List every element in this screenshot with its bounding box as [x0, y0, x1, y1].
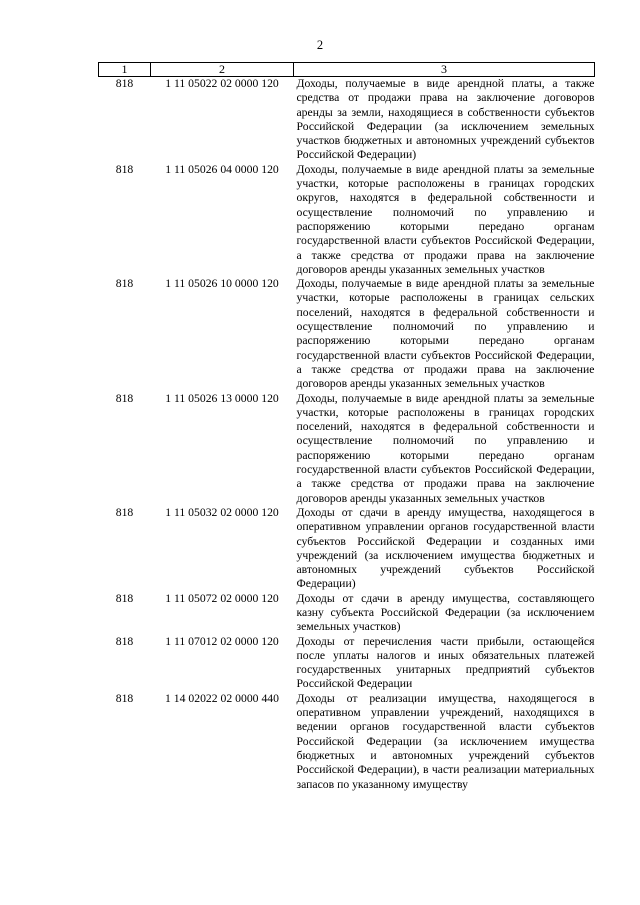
kbk-code-cell: 1 11 05022 02 0000 120 [165, 77, 279, 90]
revenue-name-cell: Доходы от сдачи в аренду имущества, составляющего казну субъекта Российской Федерации (за исключением земельных участков) [296, 591, 595, 634]
admin-code-cell: 818 [115, 505, 134, 519]
admin-code-cell: 818 [115, 277, 134, 291]
table-row [99, 277, 595, 391]
kbk-code-cell: 1 11 07012 02 0000 120 [165, 634, 279, 648]
kbk-code-cell: 1 11 05026 04 0000 120 [165, 162, 279, 176]
revenue-name-cell: Доходы от сдачи в аренду имущества, находящегося в оперативном управлении органов государственной власти субъектов Российской Федерации и созданных ими учреждений (за исключением имущества бюджетных и автономных учреждений субъектов Российской Федерации) [296, 505, 595, 591]
column-header-3: 3 [294, 63, 595, 77]
admin-code-cell: 818 [115, 77, 134, 90]
admin-code-cell: 818 [115, 391, 134, 405]
column-header-1: 1 [99, 63, 151, 77]
table-row [99, 506, 595, 592]
table-row [99, 77, 595, 163]
table-row [99, 692, 595, 792]
revenue-name-cell: Доходы от реализации имущества, находящегося в оперативном управлении учреждений, находящихся в ведении органов государственной власти субъектов Российской Федерации (за исключением имущества бюджетных и автономных учреждений субъектов Российской Федерации), в части реализации материальных запасов по указанному имуществу [296, 691, 595, 791]
admin-code-cell: 818 [115, 634, 134, 648]
kbk-code-cell: 1 11 05072 02 0000 120 [165, 591, 279, 605]
table-row [99, 592, 595, 635]
admin-code-cell: 818 [115, 162, 134, 176]
kbk-code-cell: 1 11 05032 02 0000 120 [165, 505, 279, 519]
admin-code-cell: 818 [115, 591, 134, 605]
kbk-code-cell: 1 11 05026 13 0000 120 [165, 391, 279, 405]
revenue-name-cell: Доходы от перечисления части прибыли, остающейся после уплаты налогов и иных обязательных платежей государственных унитарных предприятий субъектов Российской Федерации [296, 634, 595, 691]
kbk-code-cell: 1 14 02022 02 0000 440 [165, 691, 279, 705]
table-row [99, 635, 595, 692]
revenue-name-cell: Доходы, получаемые в виде арендной платы за земельные участки, которые расположены в границах городских округов, находятся в федеральной собственности и осуществление полномочий по управлению и распоряжению которыми передано органам государственной власти субъектов Российской Федерации, а также средства от продажи права на заключение договоров аренды указанных земельных участков [296, 162, 595, 276]
page-number: 2 [316, 38, 324, 52]
kbk-code-cell: 1 11 05026 10 0000 120 [165, 277, 279, 291]
revenue-codes-table [98, 62, 595, 792]
revenue-name-cell: Доходы, получаемые в виде арендной платы, а также средства от продажи права на заключение договоров аренды за земли, находящиеся в собственности субъектов Российской Федерации (за исключением земельных участков бюджетных и автономных учреждений субъектов Российской Федерации) [296, 77, 595, 162]
revenue-name-cell: Доходы, получаемые в виде арендной платы за земельные участки, которые расположены в границах сельских поселений, находятся в федеральной собственности и осуществление полномочий по управлению и распоряжению которыми передано органам государственной власти субъектов Российской Федерации, а также средства от продажи права на заключение договоров аренды указанных земельных участков [296, 277, 595, 391]
column-header-2: 2 [151, 63, 294, 77]
revenue-name-cell: Доходы, получаемые в виде арендной платы за земельные участки, которые расположены в границах городских поселений, находятся в федеральной собственности и осуществление полномочий по управлению и распоряжению которыми передано органам государственной власти субъектов Российской Федерации, а также средства от продажи права на заключение договоров аренды указанных земельных участков [296, 391, 595, 505]
table-header-row [99, 63, 595, 77]
table-row [99, 392, 595, 506]
table-row [99, 163, 595, 277]
admin-code-cell: 818 [115, 691, 134, 705]
